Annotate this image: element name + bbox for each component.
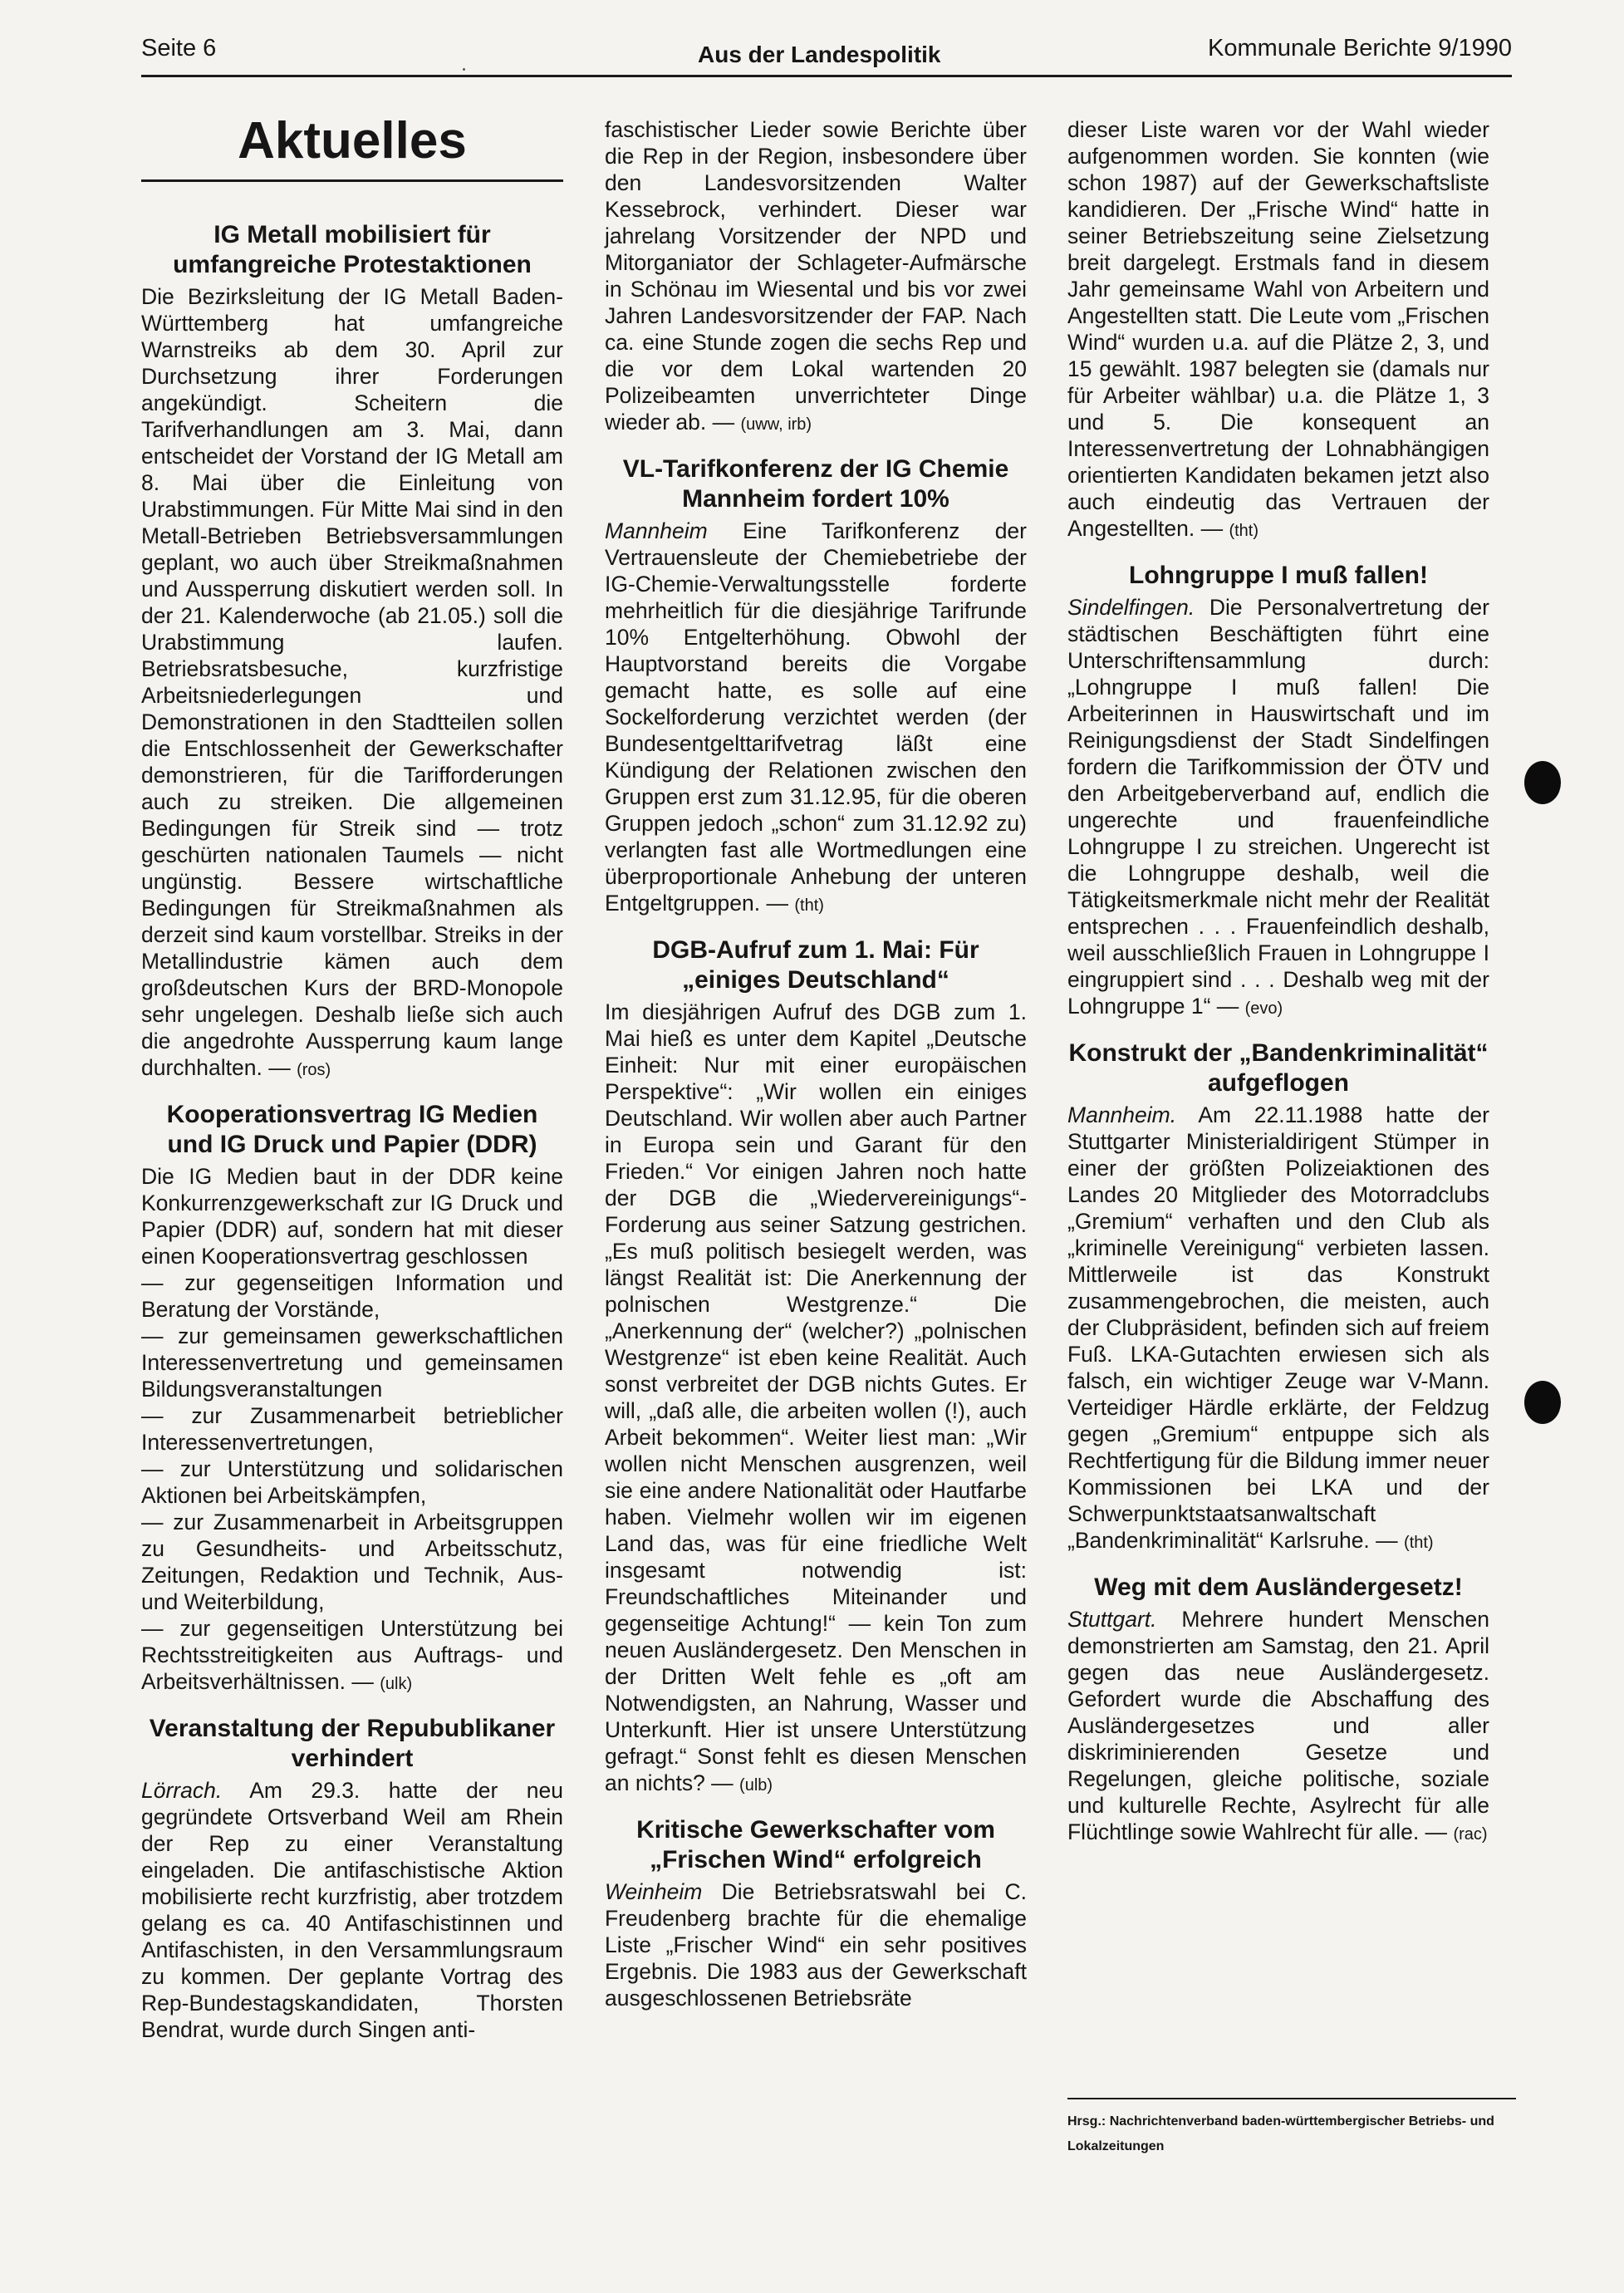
- article-headline: Veranstaltung der Repubublikaner verhindert: [149, 1715, 556, 1772]
- dateline: Stuttgart.: [1067, 1607, 1157, 1632]
- list-item-text: — zur gegenseitigen Unterstützung bei Rechtsstreitigkeiten aus Auftrags- und Arbeitsverhältnissen. —: [141, 1616, 563, 1694]
- article-headline: VL-Tarifkonferenz der IG Chemie Mannheim fordert 10%: [622, 455, 1009, 513]
- body-text: dieser Liste waren vor der Wahl wieder aufgenommen worden. Sie konnten (wie schon 1987) auf der Gewerkschaftsliste kandidieren. Der „Frische Wind“ hatte in seiner Betriebszeitung seine Zielsetzung breit dargelegt. Erstmals fand in diesem Jahr gemeinsame Wahl von Arbeitern und Angestellten statt. Die Leute vom „Frischen Wind“ wurden u.a. auf die Plätze 2, 3, und 15 gewählt. 1987 belegten sie (damals nur für Arbeiter wählbar) u.a. die Plätze 1, 3 und 5. Die konsequent an Interessenvertretung der Lohnabhängigen orientierten Kandidaten bekamen jetzt also auch eindeutig das Vertrauen der Angestellten. —: [1067, 117, 1489, 541]
- author-signature: (rac): [1453, 1825, 1488, 1844]
- article-body: [1067, 1102, 1489, 1556]
- article-bandenkriminalitaet: [1067, 1038, 1489, 1556]
- article-ig-metall: [141, 220, 563, 1083]
- speck: [463, 68, 465, 71]
- author-signature: (ulb): [739, 1776, 773, 1795]
- header-rule: [141, 75, 1512, 77]
- article-continuation: [605, 116, 1027, 438]
- article-headline: Lohngruppe I muß fallen!: [1129, 562, 1428, 589]
- list-item: — zur Zusammenarbeit in Arbeitsgruppen zu Gesundheits- und Arbeitsschutz, Zeitungen, Redaktion und Technik, Aus- und Weiterbildung,: [141, 1510, 563, 1614]
- author-signature: (ros): [297, 1061, 331, 1079]
- article-body: [141, 283, 563, 1083]
- column-1: [141, 108, 563, 2043]
- article-headline: IG Metall mobilisiert für umfangreiche Protestaktionen: [173, 221, 532, 278]
- punch-hole: [1524, 761, 1561, 804]
- imprint-label: Hrsg.:: [1067, 2114, 1106, 2129]
- publisher-imprint: [1067, 2098, 1516, 2159]
- dateline: Sindelfingen.: [1067, 595, 1195, 620]
- author-signature: (evo): [1244, 999, 1283, 1018]
- body-text: Die Personalvertretung der städtischen Beschäftigten führt eine Unterschriftensammlung durch: „Lohngruppe I muß fallen! Die Arbeiterinnen in Hauswirtschaft und im Reinigungsdienst der Stadt Sindelfingen fordern die Tarifkommission der ÖTV und den Arbeitgeberverband auf, endlich die ungerechte und frauenfeindliche Lohngruppe I zu streichen. Ungerecht ist die Lohngruppe deshalb, weil die Tätigkeitsmerkmale nicht mehr der Realität entsprechen . . . Frauenfeindlich deshalb, weil ausschließlich Frauen in Lohngruppe I eingruppiert sind . . . Deshalb weg mit der Lohngruppe 1“ —: [1067, 595, 1489, 1019]
- article-headline: Kritische Gewerkschafter vom „Frischen Wind“ erfolgreich: [636, 1816, 995, 1873]
- body-text: Die Betriebsratswahl bei C. Freudenberg brachte für die ehemalige Liste „Frischer Wind“ ein sehr positives Ergebnis. Die 1983 aus der Gewerkschaft ausgeschlossenen Betriebsräte: [605, 1879, 1027, 2011]
- article-continuation: [1067, 116, 1489, 544]
- author-signature: (uww, irb): [740, 415, 812, 434]
- body-text: Die Bezirksleitung der IG Metall Baden-Württemberg hat umfangreiche Warnstreiks ab dem 30. April zur Durchsetzung ihrer Forderungen angekündigt. Scheitern die Tarifverhandlungen am 3. Mai, dann entscheidet der Vorstand der IG Metall am 8. Mai über die Einleitung von Urabstimmungen. Für Mitte Mai sind in den Metall-Betrieben Betriebsversammlungen geplant, wo auch über Streikmaßnahmen und Aussperrung diskutiert werden soll. In der 21. Kalenderwoche (ab 21.05.) soll die Urabstimmung laufen. Betriebsratsbesuche, kurzfristige Arbeitsniederlegungen und Demonstrationen in den Stadtteilen sollen die Entschlossenheit der Gewerkschafter demonstrieren, für die Tarifforderungen auch zu streiken. Die allgemeinen Bedingungen für Streik sind — trotz geschürten nationalen Taumels — nicht ungünstig. Bessere wirtschaftliche Bedingungen für Streikmaßnahmen als derzeit sind kaum vorstellbar. Streiks in der Metallindustrie kämen auch dem großdeutschen Kurs der BRD-Monopole sehr ungelegen. Deshalb ließe sich auch die angedrohte Aussperrung kaum lange durchhalten. —: [141, 284, 563, 1080]
- page-number: Seite 6: [141, 35, 217, 61]
- article-headline: Weg mit dem Ausländergesetz!: [1094, 1574, 1463, 1601]
- punch-hole: [1524, 1381, 1561, 1424]
- list-item: — zur gegenseitigen Information und Beratung der Vorstände,: [141, 1270, 563, 1322]
- article-headline: Konstrukt der „Bandenkriminalität“ aufgeflogen: [1068, 1039, 1489, 1097]
- body-text: Eine Tarifkonferenz der Vertrauensleute der Chemiebetriebe der IG-Chemie-Verwaltungsstelle forderte mehrheitlich für die diesjährige Tarifrunde 10% Entgelterhöhung. Obwohl der Hauptvorstand bereits die Vorgabe gemacht hatte, es solle auf eine Sockelforderung verzichtet werden (der Bundesentgelttarifvetrag läßt eine Kündigung der Relationen zwischen den Gruppen erst zum 31.12.95, für die oberen Gruppen jedoch „schon“ zum 31.12.92 zu) verlangten fast alle Wortmedlungen eine überproportionale Anhebung der unteren Entgeltgruppen. —: [605, 518, 1027, 916]
- section-title: Aktuelles: [141, 108, 563, 182]
- list-item: — zur Unterstützung und solidarischen Aktionen bei Arbeitskämpfen,: [141, 1456, 563, 1508]
- list-item: — zur gemeinsamen gewerkschaftlichen Interessenvertretung und gemeinsamen Bildungsveranstaltungen: [141, 1323, 563, 1402]
- body-text: Am 29.3. hatte der neu gegründete Ortsverband Weil am Rhein der Rep zu einer Veranstaltung eingeladen. Die antifaschistische Aktion mobilisierte recht kurzfristig, aber trotzdem gelang es ca. 40 Antifaschistinnen und Antifaschisten, in den Versammlungsraum zu kommen. Der geplante Vortrag des Rep-Bundestagskandidaten, Thorsten Bendrat, wurde durch Singen anti-: [141, 1778, 564, 2042]
- column-3: [1067, 116, 1489, 1848]
- article-body: [141, 1777, 563, 2043]
- article-body: [605, 1878, 1027, 2011]
- body-text: faschistischer Lieder sowie Berichte über die Rep in der Region, insbesondere über den Landesvorsitzenden Walter Kessebrock, verhindert. Dieser war jahrelang Vorsitzender der NPD und Mitorganiator der Schlageter-Aufmärsche in Schönau im Wiesental und bis vor zwei Jahren Landesvorsitzender der FAP. Nach ca. eine Stunde zogen die sechs Rep und die vor dem Lokal wartenden 20 Polizeibeamten unverrichteter Dinge wieder ab. —: [605, 117, 1027, 435]
- article-headline: Kooperationsvertrag IG Medien und IG Druck und Papier (DDR): [166, 1101, 538, 1158]
- issue-label: Kommunale Berichte 9/1990: [1208, 35, 1512, 61]
- article-dgb-aufruf: [605, 935, 1027, 1799]
- article-lohngruppe: [1067, 561, 1489, 1022]
- article-kooperationsvertrag: [141, 1100, 563, 1697]
- body-text: Am 22.11.1988 hatte der Stuttgarter Ministerialdirigent Stümper in einer der größten Polizeiaktionen des Landes 20 Mitglieder des Motorradclubs „Gremium“ verhaften und den Club als „kriminelle Vereinigung“ verbieten lassen. Mittlerweile ist das Konstrukt zusammengebrochen, die meisten, auch der Clubpräsident, befinden sich auf freiem Fuß. LKA-Gutachten erwiesen sich als falsch, ein wichtiger Zeuge war V-Mann. Verteidiger Härdle erklärte, der Feldzug gegen „Gremium“ entpuppe sich als Rechtfertigung für die Bildung immer neuer Kommissionen bei LKA und der Schwerpunktstaatsanwaltschaft „Bandenkriminalität“ Karlsruhe. —: [1067, 1102, 1489, 1553]
- author-signature: (tht): [1404, 1534, 1434, 1552]
- column-2: [605, 116, 1027, 2011]
- article-body: Die IG Medien baut in der DDR keine Konkurrenzgewerkschaft zur IG Druck und Papier (DDR) auf, sondern hat mit dieser einen Kooperationsvertrag geschlossen: [141, 1164, 563, 1269]
- dateline: Weinheim: [605, 1879, 703, 1904]
- body-text: Im diesjährigen Aufruf des DGB zum 1. Mai hieß es unter dem Kapitel „Deutsche Einheit: Nur mit einer europäischen Perspektive“: „Wir wollen ein einiges Deutschland. Wir wollen aber auch Partner in Europa sein und Garant für den Frieden.“ Vor einigen Jahren noch hatte der DGB die „Wiedervereinigungs“-Forderung aus seiner Satzung gestrichen. „Es muß politisch besiegelt werden, was längst Realität ist: Die Anerkennung der polnischen Westgrenze.“ Die „Anerkennung der“ (welcher?) „polnischen Westgrenze“ ist eben keine Realität. Auch sonst verbreitet der DGB nichts Gutes. Er will, „daß alle, die arbeiten wollen (!), auch Arbeit bekommen“. Weiter liest man: „Wir wollen nicht Menschen ausgrenzen, weil sie eine andere Nationalität oder Hautfarbe haben. Vielmehr wollen wir im eigenen Land das, was für eine friedliche Welt insgesamt notwendig ist: Freundschaftliches Miteinander und gegenseitige Achtung!“ — kein Ton zum neuen Ausländergesetz. Den Menschen in der Dritten Welt fehle es „oft am Notwendigsten, an Nahrung, Wasser und Unterkunft. Hier ist unsere Unterstützung gefragt.“ Sonst fehlt es diesen Menschen an nichts? —: [605, 999, 1027, 1795]
- article-auslaendergesetz: [1067, 1573, 1489, 1848]
- list-item: [141, 1615, 563, 1697]
- article-frischer-wind: [605, 1815, 1027, 2011]
- article-body: [605, 518, 1027, 919]
- page-header: [141, 32, 1512, 73]
- article-vl-tarifkonferenz: [605, 454, 1027, 919]
- article-body: [1067, 1606, 1489, 1848]
- author-signature: (tht): [794, 896, 824, 915]
- imprint-text: Nachrichtenverband baden-württembergischer Betriebs- und Lokalzeitungen: [1067, 2114, 1494, 2153]
- article-body: [605, 999, 1027, 1799]
- dateline: Mannheim.: [1067, 1102, 1177, 1127]
- dateline: Mannheim: [605, 518, 708, 543]
- list-item: — zur Zusammenarbeit betrieblicher Interessenvertretungen,: [141, 1403, 563, 1455]
- dateline: Lörrach.: [141, 1778, 223, 1803]
- author-signature: (ulk): [380, 1675, 413, 1693]
- article-republikaner: [141, 1714, 563, 2043]
- author-signature: (tht): [1229, 522, 1259, 540]
- article-headline: DGB-Aufruf zum 1. Mai: Für „einiges Deutschland“: [652, 936, 979, 994]
- article-body: [1067, 594, 1489, 1022]
- section-name: Aus der Landespolitik: [698, 42, 941, 67]
- body-text: Mehrere hundert Menschen demonstrierten am Samstag, den 21. April gegen das neue Ausländergesetz. Gefordert wurde die Abschaffung des Ausländergesetzes und aller diskriminierenden Gesetze und Regelungen, gleiche politische, soziale und kulturelle Rechte, Asylrecht für alle Flüchtlinge sowie Wahlrecht für alle. —: [1067, 1607, 1489, 1844]
